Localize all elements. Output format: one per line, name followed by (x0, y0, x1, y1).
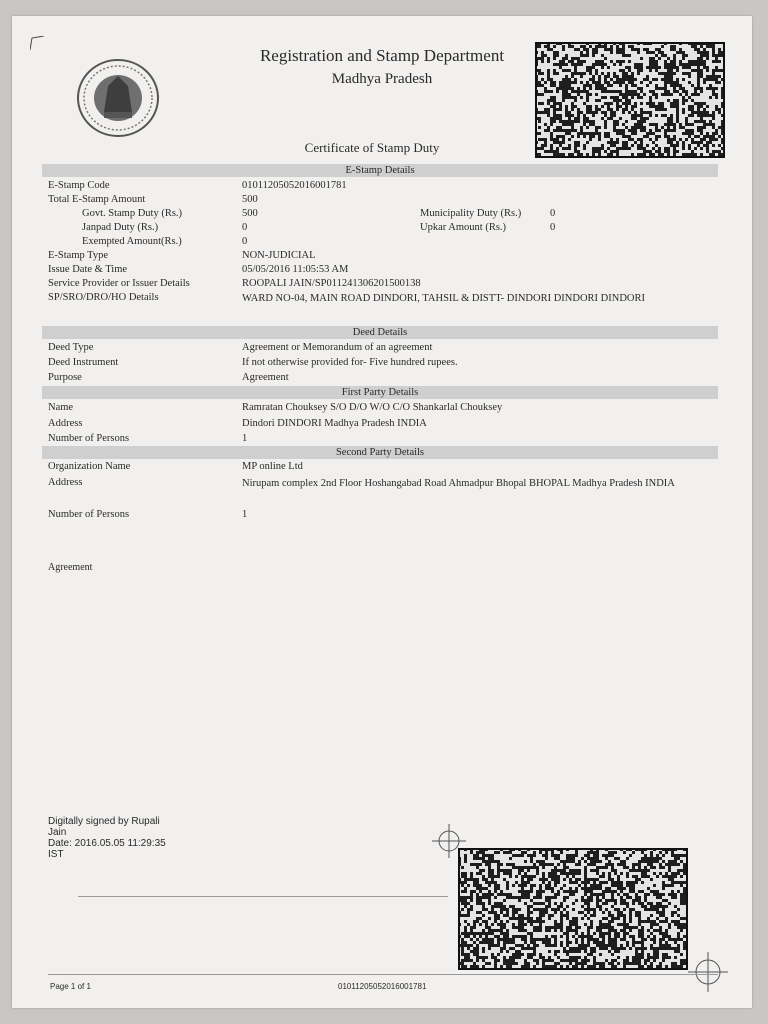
signature-line-rule (78, 896, 448, 897)
state-emblem-icon (68, 56, 168, 140)
field-row (12, 417, 752, 431)
state-title: Madhya Pradesh (331, 71, 433, 87)
field-label: Service Provider or Issuer Details (48, 278, 190, 289)
field-label: Total E-Stamp Amount (48, 194, 146, 205)
field-label: Govt. Stamp Duty (Rs.) (82, 208, 183, 219)
field-row (12, 263, 752, 277)
field-value: MP online Ltd (242, 461, 303, 472)
field-value: 500 (242, 208, 258, 219)
footer-rule (48, 974, 718, 975)
certificate-title: Certificate of Stamp Duty (304, 140, 440, 155)
section-header-second-party: Second Party Details (42, 446, 718, 459)
field-row (12, 291, 752, 305)
field-value: NON-JUDICIAL (242, 250, 316, 261)
field-label: E-Stamp Type (48, 250, 109, 261)
field-label: Deed Type (48, 342, 94, 353)
signature-line: Digitally signed by Rupali (48, 816, 160, 827)
field-row (12, 341, 752, 355)
field-value: 0101120505201600178​1 (242, 180, 347, 191)
field-label: Upkar Amount (Rs.) (420, 222, 507, 233)
field-row (12, 356, 752, 370)
field-row (12, 371, 752, 385)
field-value: 0 (242, 236, 248, 247)
field-label: Municipality Duty (Rs.) (420, 208, 522, 219)
field-row (12, 193, 752, 207)
field-value: 0 (242, 222, 248, 233)
signature-line: Date: 2016.05.05 11:29:35 (48, 838, 166, 849)
field-label: SP/SRO/DRO/HO Details (48, 292, 159, 303)
field-value: 500 (242, 194, 258, 205)
field-value: If not otherwise provided for- Five hundred rupees. (242, 357, 458, 368)
field-label: Exempted Amount(Rs.) (82, 236, 182, 247)
barcode-icon (458, 848, 688, 970)
field-label: Deed Instrument (48, 357, 119, 368)
digital-signature (48, 816, 166, 860)
field-value: 0 (550, 208, 556, 219)
page-number: Page 1 of 1 (50, 982, 91, 991)
signature-line: Jain (48, 827, 67, 838)
field-value: WARD NO-04, MAIN ROAD DINDORI, TAHSIL & DISTT- DINDORI DINDORI DINDORI (242, 293, 645, 304)
field-value: 0 (550, 222, 556, 233)
field-row (12, 207, 752, 221)
field-row (12, 179, 752, 193)
signature-line: IST (48, 849, 64, 860)
section-header-deed: Deed Details (42, 326, 718, 339)
field-label: Name (48, 402, 74, 413)
field-row (12, 476, 752, 490)
field-value: 1 (242, 433, 248, 444)
stamp-certificate-page (12, 16, 752, 1008)
field-value: Nirupam complex 2nd Floor Hoshangabad Road Ahmadpur Bhopal BHOPAL Madhya Pradesh INDIA (242, 478, 675, 489)
barcode-icon (535, 42, 725, 158)
agreement-note: Agreement (48, 562, 93, 573)
field-value: ROOPALI JAIN/SP01124130620150013​8 (242, 278, 421, 289)
footer-stamp-code: 0101120505201600178​1 (338, 982, 427, 991)
field-label: Issue Date & Time (48, 264, 128, 275)
field-label: Organization Name (48, 461, 131, 472)
field-label: Number of Persons (48, 433, 130, 444)
department-title: Registration and Stamp Department (259, 46, 505, 65)
field-row (12, 249, 752, 263)
field-row (12, 221, 752, 235)
field-value: 1 (242, 509, 248, 520)
section-header-first-party: First Party Details (42, 386, 718, 399)
field-row (12, 235, 752, 249)
field-value: Agreement or Memorandum of an agreement (242, 342, 433, 353)
field-label: E-Stamp Code (48, 180, 110, 191)
field-value: 05/05/2016 11:05:53 AM (242, 264, 349, 275)
field-label: Address (48, 477, 83, 488)
field-label: Number of Persons (48, 509, 130, 520)
field-row (12, 401, 752, 415)
section-header-estamp: E-Stamp Details (42, 164, 718, 177)
field-row (12, 460, 752, 474)
field-label: Address (48, 418, 83, 429)
field-value: Ramratan Chouksey S/O D/O W/O C/O Shankarlal Chouksey (242, 402, 503, 413)
field-value: Dindori DINDORI Madhya Pradesh INDIA (242, 418, 427, 429)
field-label: Purpose (48, 372, 82, 383)
field-row (12, 432, 752, 446)
page-corner-mark (30, 36, 44, 50)
field-label: Janpad Duty (Rs.) (82, 222, 159, 233)
field-value: Agreement (242, 372, 289, 383)
crosshair-icon (688, 952, 728, 992)
field-row (12, 508, 752, 522)
